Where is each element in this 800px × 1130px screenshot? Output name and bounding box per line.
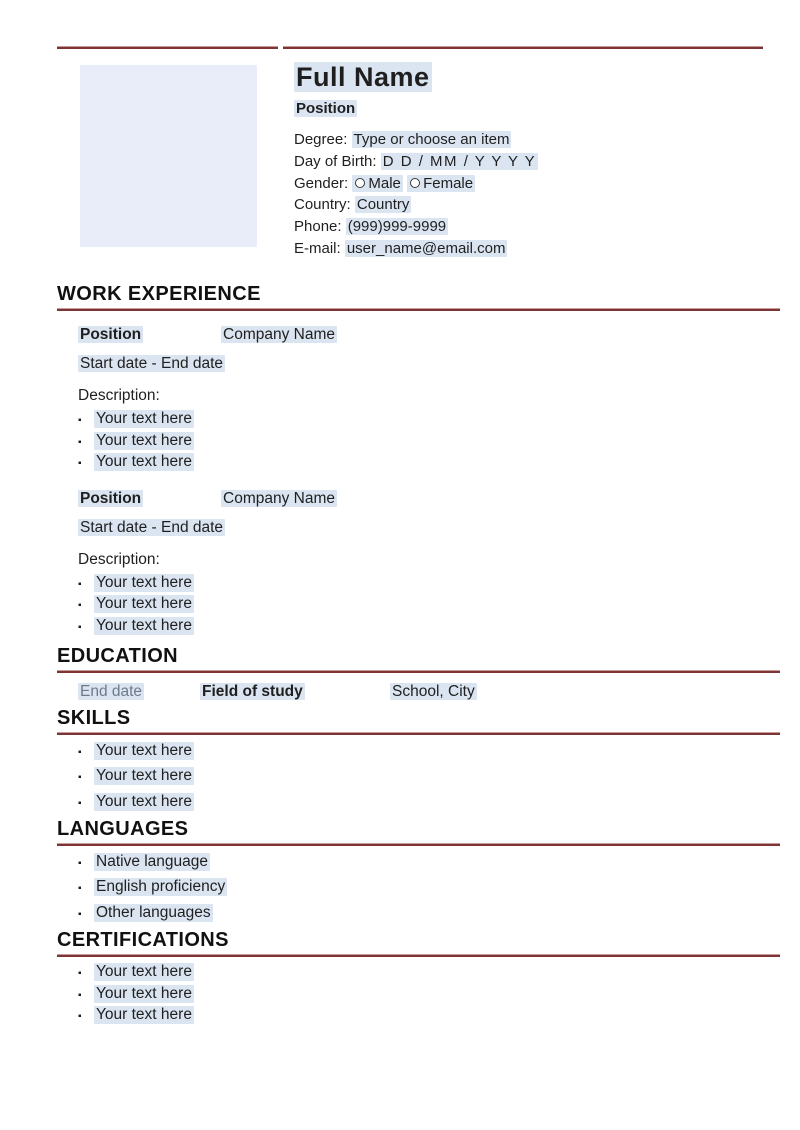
education-rule — [57, 670, 780, 673]
languages-title: LANGUAGES — [57, 818, 189, 840]
bullet-icon: ▪ — [78, 989, 82, 1001]
skills-bullet-3[interactable]: Your text here — [96, 792, 192, 810]
email-row — [294, 238, 764, 260]
bullet-icon: ▪ — [78, 908, 82, 920]
section-certifications — [57, 928, 780, 1028]
entry1-bullet-1[interactable]: Your text here — [96, 410, 192, 427]
gender-label: Gender: — [294, 174, 349, 192]
top-rule-right — [283, 46, 763, 49]
certifications-rule — [57, 954, 780, 957]
certifications-bullet-list — [57, 963, 780, 1028]
country-value[interactable]: Country — [356, 196, 410, 214]
skills-bullet-list — [57, 742, 780, 818]
entry1-company[interactable]: Company Name — [223, 326, 335, 343]
bullet-item — [78, 793, 780, 818]
certifications-bullet-2[interactable]: Your text here — [96, 984, 192, 1002]
entry2-dates — [78, 519, 780, 537]
entry1-position[interactable]: Position — [80, 326, 142, 343]
section-languages — [57, 817, 780, 929]
phone-value[interactable]: (999)999-9999 — [347, 218, 447, 236]
education-title: EDUCATION — [57, 645, 179, 667]
bullet-item — [78, 574, 780, 596]
bullet-icon: ▪ — [78, 578, 82, 590]
email-label: E-mail: — [294, 239, 341, 257]
languages-bullet-1[interactable]: Native language — [96, 853, 209, 870]
radio-male-icon[interactable] — [355, 178, 365, 188]
degree-value[interactable]: Type or choose an item — [353, 131, 510, 148]
bullet-icon: ▪ — [78, 797, 82, 809]
entry1-dates — [78, 355, 780, 373]
bullet-item — [78, 742, 780, 767]
languages-bullet-3[interactable]: Other languages — [96, 903, 211, 921]
bullet-item — [78, 617, 780, 639]
bullet-item — [78, 853, 780, 878]
section-work-experience — [57, 282, 780, 639]
birth-value[interactable]: D D / MM / Y Y Y Y — [382, 152, 537, 170]
full-name-field[interactable] — [294, 62, 764, 93]
education-field-of-study[interactable]: Field of study — [202, 683, 303, 700]
bullet-icon: ▪ — [78, 968, 82, 979]
work-entry-2 — [57, 490, 780, 639]
bullet-icon: ▪ — [78, 436, 82, 448]
entry2-bullet-3[interactable]: Your text here — [96, 616, 192, 634]
personal-fields — [294, 129, 764, 260]
gender-male-option[interactable] — [352, 175, 403, 192]
education-row — [57, 683, 780, 702]
skills-title: SKILLS — [57, 707, 131, 729]
education-school[interactable]: School, City — [392, 683, 475, 700]
entry2-bullet-2[interactable]: Your text here — [96, 595, 192, 613]
skills-bullet-2[interactable]: Your text here — [96, 767, 192, 785]
gender-male-label: Male — [368, 174, 401, 192]
birth-label: Day of Birth: — [294, 152, 377, 170]
bullet-icon: ▪ — [78, 747, 82, 758]
bullet-icon: ▪ — [78, 1011, 82, 1023]
gender-female-option[interactable] — [407, 175, 475, 192]
entry2-description-label: Description: — [78, 550, 160, 568]
bullet-item — [78, 1006, 780, 1028]
entry2-company[interactable]: Company Name — [223, 489, 335, 507]
birth-row — [294, 151, 764, 173]
top-rule-left — [57, 46, 278, 49]
full-name-text: Full Name — [296, 62, 430, 92]
entry2-bullet-1[interactable]: Your text here — [96, 573, 192, 591]
position-text: Position — [296, 100, 356, 117]
gender-female-label: Female — [423, 174, 474, 192]
bullet-item — [78, 595, 780, 617]
entry1-bullet-3[interactable]: Your text here — [96, 453, 192, 471]
entry1-dates-value[interactable]: Start date - End date — [80, 355, 224, 372]
entry1-bullet-2[interactable]: Your text here — [96, 431, 192, 449]
phone-row — [294, 216, 764, 238]
skills-rule — [57, 732, 780, 735]
entry2-bullet-list — [78, 574, 780, 639]
bullet-item — [78, 453, 780, 475]
bullet-item — [78, 432, 780, 454]
email-value[interactable]: user_name@email.com — [346, 239, 506, 257]
section-skills — [57, 706, 780, 818]
phone-label: Phone: — [294, 218, 342, 236]
bullet-item — [78, 963, 780, 985]
radio-female-icon[interactable] — [410, 178, 420, 188]
certifications-bullet-3[interactable]: Your text here — [96, 1006, 192, 1024]
entry1-bullet-list — [78, 410, 780, 475]
bullet-item — [78, 985, 780, 1007]
work-entry-1 — [57, 326, 780, 475]
work-experience-title: WORK EXPERIENCE — [57, 283, 261, 305]
bullet-icon: ▪ — [78, 621, 82, 633]
bullet-icon: ▪ — [78, 600, 82, 612]
degree-label: Degree: — [294, 131, 348, 148]
gender-row — [294, 173, 764, 195]
work-experience-rule — [57, 308, 780, 311]
degree-row — [294, 129, 764, 151]
certifications-bullet-1[interactable]: Your text here — [96, 963, 192, 980]
entry2-dates-value[interactable]: Start date - End date — [80, 518, 224, 536]
bullet-item — [78, 904, 780, 929]
education-end-date[interactable]: End date — [80, 683, 143, 700]
skills-bullet-1[interactable]: Your text here — [96, 742, 192, 759]
bullet-icon: ▪ — [78, 883, 82, 895]
section-education — [57, 644, 780, 702]
photo-placeholder[interactable] — [80, 65, 257, 247]
languages-rule — [57, 843, 780, 846]
bullet-item — [78, 410, 780, 432]
country-row — [294, 194, 764, 216]
languages-bullet-2[interactable]: English proficiency — [96, 878, 226, 896]
position-field[interactable] — [294, 100, 764, 118]
entry1-description-label: Description: — [78, 387, 160, 404]
bullet-item — [78, 767, 780, 792]
bullet-icon: ▪ — [78, 858, 82, 869]
header-block — [294, 62, 764, 260]
bullet-icon: ▪ — [78, 772, 82, 784]
bullet-icon: ▪ — [78, 458, 82, 470]
languages-bullet-list — [57, 853, 780, 929]
bullet-item — [78, 878, 780, 903]
entry2-position[interactable]: Position — [80, 489, 142, 507]
country-label: Country: — [294, 196, 351, 214]
entry2-header — [78, 490, 780, 508]
entry1-header — [78, 326, 780, 344]
bullet-icon: ▪ — [78, 415, 82, 426]
certifications-title: CERTIFICATIONS — [57, 929, 229, 951]
